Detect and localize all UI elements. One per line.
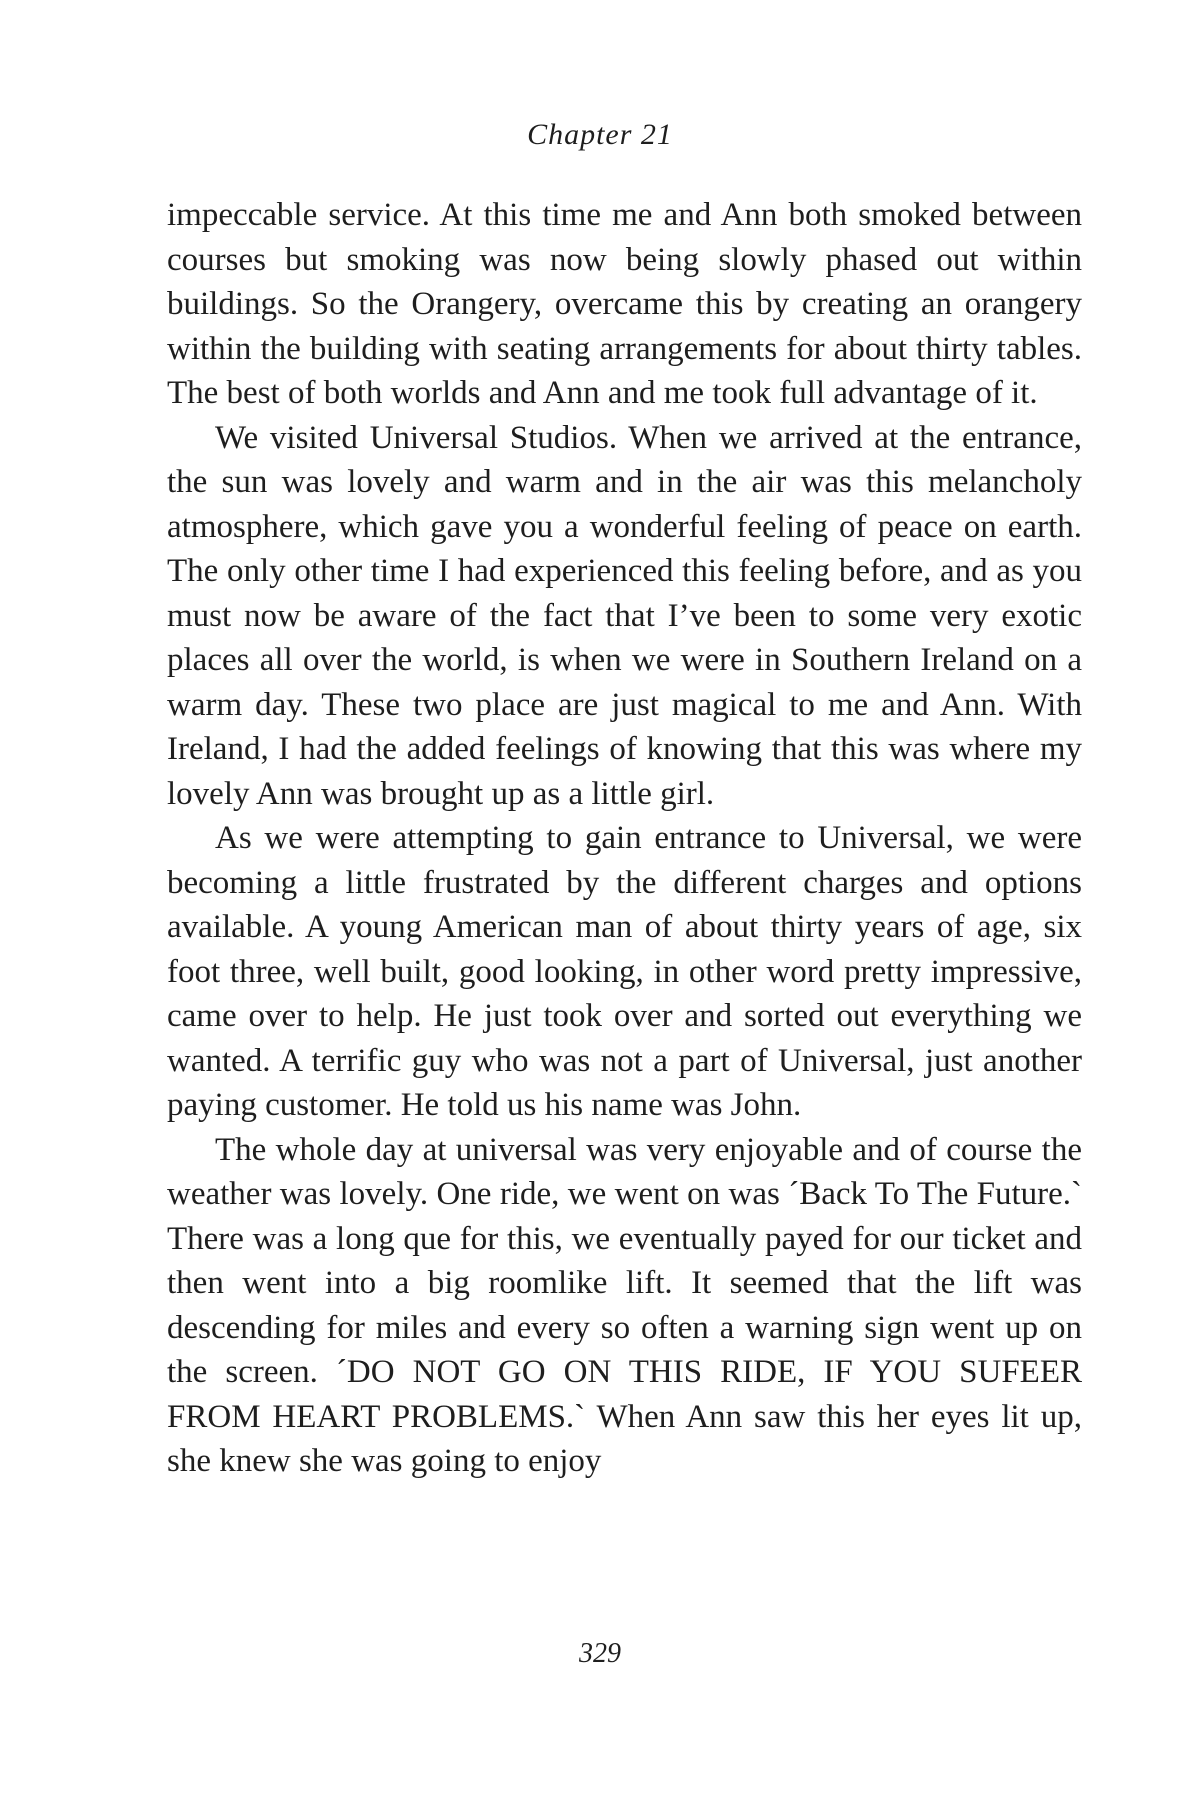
chapter-heading: Chapter 21 — [527, 118, 673, 151]
paragraph-1: impeccable service. At this time me and Ann both smoked between courses but smoking was now being slowly phased out within buildings. So the Orangery, overcame this by creating an orangery within the building with seating arrangements for about thirty tables. The best of both worlds and Ann and me took full advantage of it. — [167, 197, 1082, 411]
body-text — [167, 193, 1082, 1484]
paragraph-3: As we were attempting to gain entrance to Universal, we were becoming a little frustrated by the different charges and options available. A young American man of about thirty years of age, six foot three, well built, good looking, in other word pretty impressive, came over to help. He just took over and sorted out everything we wanted. A terrific guy who was not a part of Universal, just another paying customer. He told us his name was John. — [167, 820, 1082, 1123]
paragraph-4: The whole day at universal was very enjoyable and of course the weather was lovely. One ride, we went on was ´Back To The Future.` There was a long que for this, we eventually payed for our ticket and then went into a big roomlike lift. It seemed that the lift was descending for miles and every so often a warning sign went up on the screen. ´DO NOT GO ON THIS RIDE, IF YOU SUFEER FROM HEART PROBLEMS.` When Ann saw this her eyes lit up, she knew she was going to enjoy — [167, 1131, 1082, 1479]
page-number: 329 — [579, 1638, 621, 1669]
paragraph-2: We visited Universal Studios. When we arrived at the entrance, the sun was lovely and warm and in the air was this melancholy atmosphere, which gave you a wonderful feeling of peace on earth. The only other time I had experienced this feeling before, and as you must now be aware of the fact that I’ve been to some very exotic places all over the world, is when we were in Southern Ireland on a warm day. These two place are just magical to me and Ann. With Ireland, I had the added feelings of knowing that this was where my lovely Ann was brought up as a little girl. — [167, 419, 1082, 812]
